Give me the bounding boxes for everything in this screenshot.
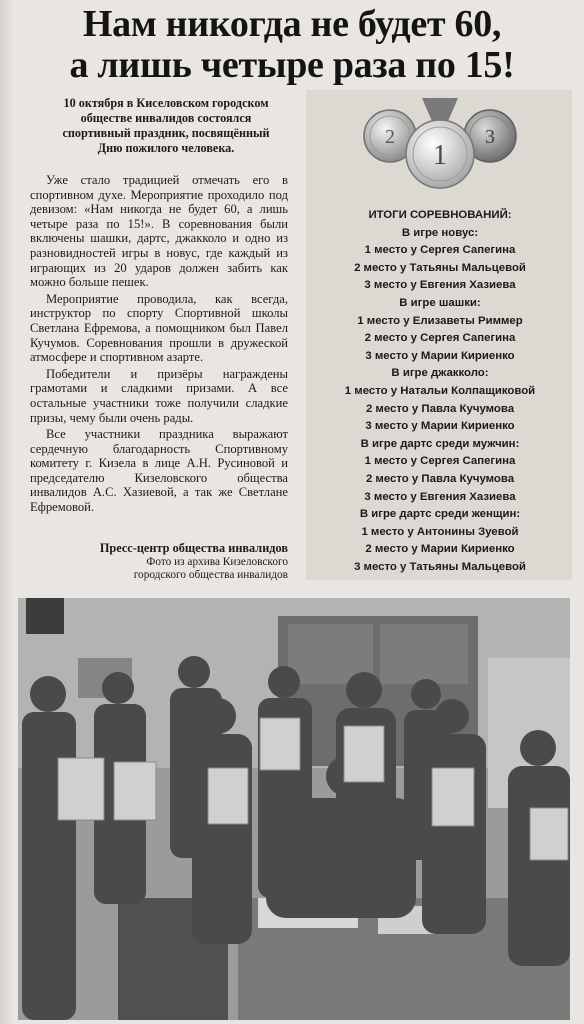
headline [0,4,584,86]
silver-medal-number: 2 [385,126,395,148]
paragraph-1: Уже стало традицией отмечать его в спортивном духе. Мероприятие проходило под девизом: «Нам никогда не будет 60, а лишь четыре раза по 15!». В соревнования были включены шашки, дартс, джакколо и одно из разновидностей игры в новус, где каждый из играющих из 20 ударов должен забить как можно больше пешек. [30,173,288,290]
gold-medal-number: 1 [433,140,447,171]
results-row: 2 место у Павла Кучумова [365,472,515,485]
photo-credit-line-2: городского общества инвалидов [133,569,288,581]
bronze-medal-number: 3 [485,126,495,148]
headline-line-1: Нам никогда не будет 60, [82,3,502,45]
results-title: ИТОГИ СОРЕВНОВАНИЙ: [368,209,512,221]
results-row: 2 место у Татьяны Мальцевой [354,261,526,274]
credit-organization: Пресс-центр общества инвалидов [99,541,288,555]
results-row: 3 место у Марии Кириенко [365,420,515,433]
medals-illustration [360,96,520,192]
article-body [30,173,288,517]
results-row: 3 место у Евгения Хазиева [364,490,516,503]
article-credit [70,541,288,582]
paragraph-2: Мероприятие проводила, как всегда, инструктор по спорту Спортивной школы Светлана Ефремова, а помощником был Павел Кучумов. Соревнования прошли в дружеской атмосфере и спортивном азарте. [30,291,288,365]
results-row: 2 место у Сергея Сапегина [364,332,516,345]
results-row: 1 место у Сергея Сапегина [364,244,516,257]
results-row: 1 место у Натальи Колпащиковой [344,384,536,397]
photo-credit-line-1: Фото из архива Кизеловского [146,556,288,568]
results-row: В игре дартс среди женщин: [359,508,521,521]
results-row: В игре новус: [401,226,479,239]
paragraph-4: Все участники праздника выражают сердечную благодарность Спортивному комитету г. Кизела в лице А.Н. Русиновой и председателю Кизеловского общества инвалидов А.С. Хазиевой, а так же Светлане Ефремовой. [30,427,288,515]
page-fold-shadow [0,0,14,1024]
results-row: 1 место у Сергея Сапегина [364,455,516,468]
results-row: В игре шашки: [399,296,481,309]
group-photo [18,598,570,1020]
results-row: 3 место у Татьяны Мальцевой [354,560,526,573]
results-row: 2 место у Марии Кириенко [365,543,515,556]
results-row: 3 место у Евгения Хазиева [364,279,516,292]
article-lead: 10 октября в Киселовском городском обществе инвалидов состоялся спортивный праздник, посвящённый Дню пожилого человека. [62,96,270,155]
results-row: 1 место у Елизаветы Риммер [357,314,523,327]
results-row: В игре дартс среди мужчин: [360,437,520,450]
results-row: 1 место у Антонины Зуевой [361,525,519,538]
paragraph-3: Победители и призёры награждены грамотами и сладкими призами. А все остальные участники тоже получили сладкие призы, чему были очень рады. [30,366,288,425]
competition-results [312,207,568,576]
results-row: 2 место у Павла Кучумова [365,402,515,415]
headline-line-2: а лишь четыре раза по 15! [69,44,515,86]
group-photo-illustration [18,598,570,1020]
results-row: В игре джакколо: [391,367,489,380]
results-row: 3 место у Марии Кириенко [365,349,515,362]
